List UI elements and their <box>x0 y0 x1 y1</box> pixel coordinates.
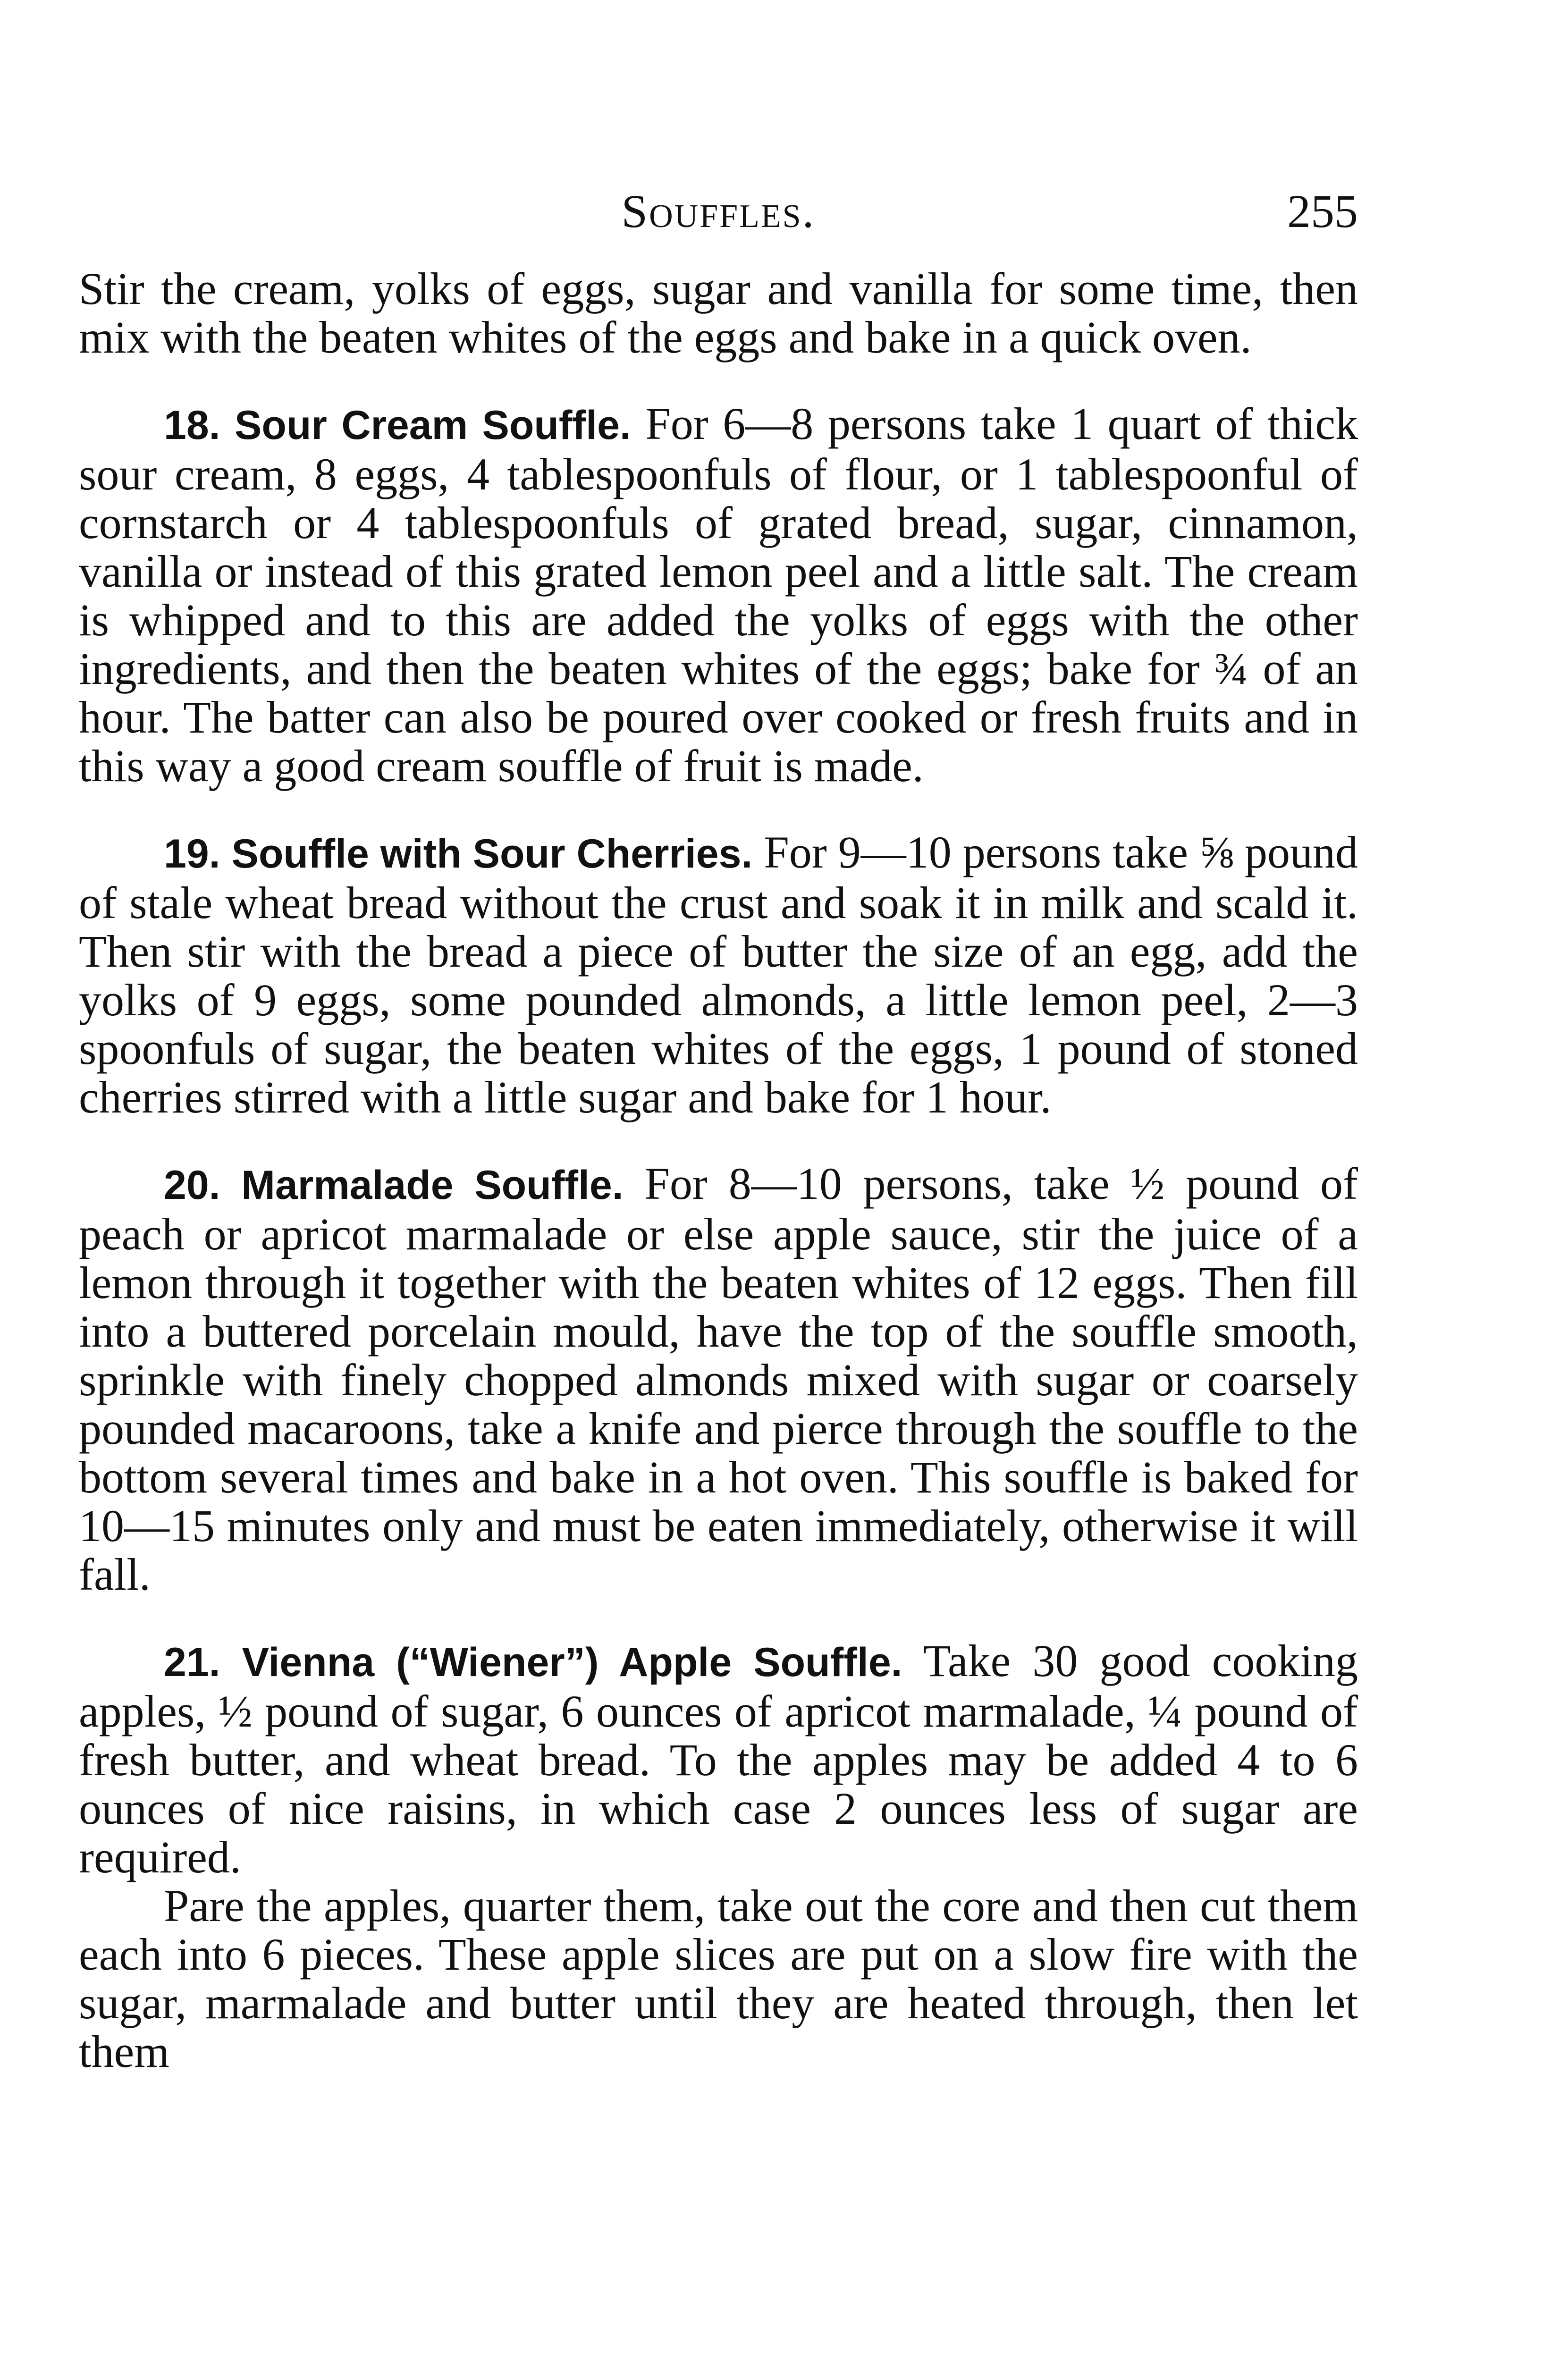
recipe-text: Pare the apples, quarter them, take out the core and then cut them each into 6 pieces. These apple slices are put on a slow fire with the sugar, marmalade and butter until they are heated through, then let them <box>79 1880 1358 2077</box>
page-title: Souffles. <box>621 185 816 237</box>
recipe-heading: 20. Marmalade Souffle. <box>164 1163 624 1208</box>
recipe-text: For 6—8 persons take 1 quart of thick sour cream, 8 eggs, 4 tablespoonfuls of flour, or 1 tablespoonful of cornstarch or 4 tablespoonfuls of grated bread, sugar, cinnamon, vanilla or instead of this grated lemon peel and a little salt. The cream is whipped and to this are added the yolks of eggs with the other ingredients, and then the beaten whites of the eggs; bake for ¾ of an hour. The batter can also be poured over cooked or fresh fruits and in this way a good cream souffle of fruit is made. <box>79 398 1358 791</box>
recipe-heading: 21. Vienna (“Wiener”) Apple Souffle. <box>164 1640 902 1685</box>
recipe-21-continued <box>79 1881 1358 2076</box>
recipe-21 <box>79 1636 1358 1881</box>
recipe-text: Take 30 good cooking apples, ½ pound of sugar, 6 ounces of apricot marmalade, ¼ pound of fresh butter, and wheat bread. To the apples may be added 4 to 6 ounces of nice raisins, in which case 2 ounces less of sugar are required. <box>79 1635 1358 1882</box>
running-header <box>79 184 1358 250</box>
recipe-text: For 9—10 persons take ⅝ pound of stale wheat bread without the crust and soak it in milk and scald it. Then stir with the bread a piece of butter the size of an egg, add the yolks of 9 eggs, some pounded almonds, a little lemon peel, 2—3 spoonfuls of sugar, the beaten whites of the eggs, 1 pound of stoned cherries stirred with a little sugar and bake for 1 hour. <box>79 827 1358 1122</box>
recipe-18 <box>79 399 1358 790</box>
page-body <box>79 264 1358 2076</box>
paragraph-continuation <box>79 264 1358 362</box>
page-number: 255 <box>1287 185 1358 237</box>
recipe-19 <box>79 828 1358 1121</box>
recipe-text: For 8—10 persons, take ½ pound of peach or apricot marmalade or else apple sauce, stir the juice of a lemon through it together with the beaten whites of 12 eggs. Then fill into a buttered porcelain mould, have the top of the souffle smooth, sprinkle with finely chopped almonds mixed with sugar or coarsely pounded macaroons, take a knife and pierce through the souffle to the bottom several times and bake in a hot oven. This souffle is baked for 10—15 minutes only and must be eaten immediately, otherwise it will fall. <box>79 1158 1358 1600</box>
paragraph-text: Stir the cream, yolks of eggs, sugar and vanilla for some time, then mix with the beaten whites of the eggs and bake in a quick oven. <box>79 263 1358 362</box>
recipe-heading: 18. Sour Cream Souffle. <box>164 403 631 448</box>
recipe-heading: 19. Souffle with Sour Cherries. <box>164 831 753 877</box>
recipe-20 <box>79 1159 1358 1599</box>
